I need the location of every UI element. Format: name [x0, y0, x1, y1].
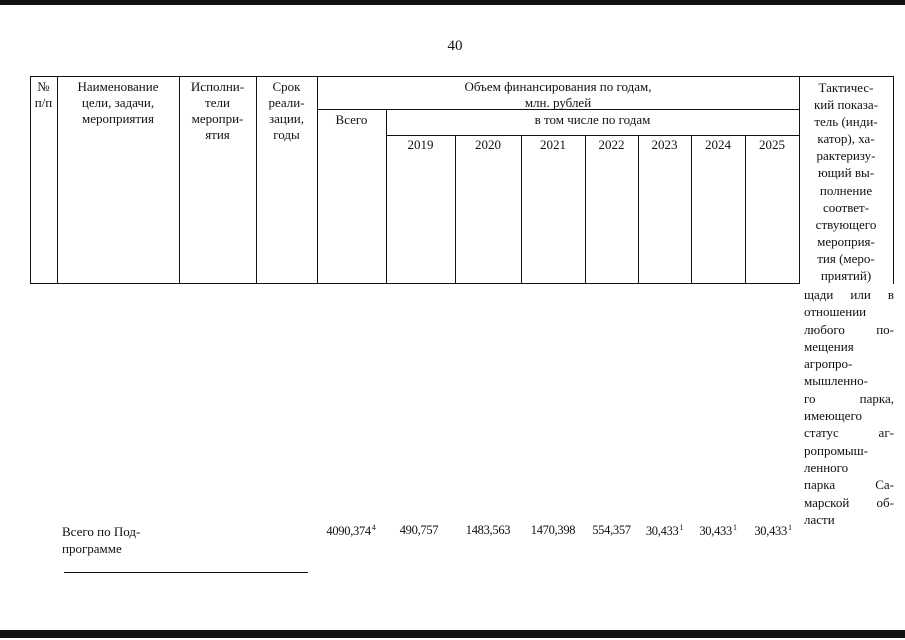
- header-total: Всего: [335, 112, 368, 127]
- total-row-label: Всего по Под- программе: [62, 524, 141, 556]
- header-executors: Исполни- тели меропри- ятия: [190, 79, 245, 142]
- year-header: 2024: [705, 137, 731, 152]
- year-header: 2022: [598, 137, 625, 152]
- year-header: 2019: [407, 137, 434, 152]
- year-header: 2023: [651, 137, 678, 152]
- header-funding: Объем финансирования по годам, млн. рублей: [464, 79, 652, 110]
- page-number: 40: [447, 38, 463, 54]
- indicator-line: агропро-: [804, 356, 853, 372]
- year-total-2024: 30,433$^1$: [699, 523, 737, 538]
- indicator-line: имеющего: [804, 408, 862, 424]
- header-by-year: в том числе по годам: [534, 112, 651, 127]
- indicator-line: мещения: [804, 338, 854, 354]
- footnote-separator: [64, 572, 308, 573]
- indicator-line: парка Са-: [804, 477, 894, 493]
- header-term: Срок реали- зации, годы: [268, 79, 305, 142]
- bottom-border: [0, 630, 905, 638]
- indicator-line: го парка,: [804, 390, 894, 406]
- header-indicator: Тактичес- кий показа- тель (инди- катор), ха- рактеризу- ющий вы- полнение соответ- ствующего мероприя- тия (меро- приятий): [813, 80, 879, 284]
- indicator-line: марской об-: [804, 494, 894, 510]
- year-total-2020: 1483,563: [465, 523, 511, 537]
- year-header: 2021: [540, 137, 566, 152]
- year-header: 2020: [475, 137, 501, 152]
- indicator-line: ленного: [804, 459, 849, 475]
- indicator-text: [804, 286, 894, 528]
- indicator-line: любого по-: [804, 321, 894, 337]
- year-header: 2025: [759, 137, 785, 152]
- indicator-line: статус аг-: [804, 425, 894, 441]
- year-total-2022: 554,357: [592, 523, 631, 537]
- indicator-line: щади или в: [804, 287, 894, 302]
- indicator-line: ласти: [804, 511, 835, 527]
- year-total-2021: 1470,398: [530, 523, 576, 537]
- total-value: 4090,374$^4$: [326, 523, 376, 538]
- header-num: № п/п: [34, 79, 53, 110]
- top-border: [0, 0, 905, 5]
- header-name: Наименование цели, задачи, мероприятия: [77, 79, 159, 126]
- indicator-line: отношении: [804, 304, 867, 320]
- indicator-line: ропромыш-: [804, 442, 869, 458]
- year-total-2023: 30,433$^1$: [645, 523, 684, 538]
- year-total-2019: 490,757: [399, 523, 439, 537]
- indicator-line: мышленно-: [804, 373, 868, 389]
- year-total-2025: 30,433$^1$: [754, 523, 792, 538]
